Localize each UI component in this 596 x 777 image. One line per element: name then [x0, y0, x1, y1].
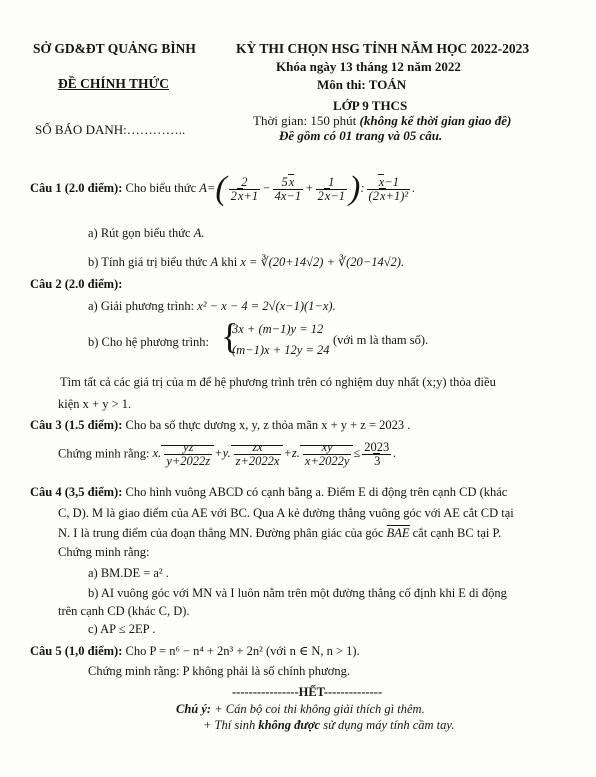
pages-note: Đề gồm có 01 trang và 05 câu.	[279, 128, 443, 143]
question-4b-1: b) AI vuông góc với MN và I luôn nằm trên một đường thẳng cố định khi E di động	[88, 586, 507, 600]
inequality-rhs: 2023	[364, 440, 390, 454]
question-1b-mid: khi	[221, 255, 238, 269]
question-3-label: Câu 3 (1.5 điểm):	[30, 418, 123, 432]
angle-bae: BAE	[386, 526, 410, 540]
question-2-find-2: kiện x + y > 1.	[58, 397, 132, 411]
question-2a	[88, 299, 336, 314]
question-2-find-1: Tìm tất cả các giá trị của m để hệ phương trình trên có nghiệm duy nhất (x;y) thỏa điều	[60, 375, 496, 389]
time-label: Thời gian: 150 phút	[253, 113, 357, 128]
question-3-intro	[30, 418, 410, 433]
question-4-line-3	[58, 526, 501, 541]
question-4-line-2: C, D). M là giao điểm của AE với BC. Qua A kẻ đường thẳng vuông góc với AE cắt CD tại	[58, 506, 514, 520]
question-4-text-3-end: cắt cạnh BC tại P.	[412, 526, 502, 540]
question-4-prove: Chứng minh rằng:	[58, 545, 150, 559]
question-1b-expr: x = ∛(20+14√2) + ∛(20−14√2).	[240, 255, 405, 269]
question-1a-text: a) Rút gọn biểu thức	[88, 226, 191, 240]
footer-note-2b: không được	[258, 718, 321, 732]
question-5-intro	[30, 643, 360, 659]
end-marker: ----------------HẾT--------------	[232, 685, 383, 699]
department-name: SỞ GD&ĐT QUẢNG BÌNH	[33, 41, 196, 56]
question-1-label: Câu 1 (2.0 điểm):	[30, 180, 123, 195]
system-brace: {	[221, 316, 239, 356]
question-2a-expr: x² − x − 4 = 2√(x−1)(1−x).	[197, 299, 336, 313]
footer-note-2c: sử dụng máy tính cầm tay.	[320, 718, 455, 732]
question-1a	[88, 226, 204, 241]
question-4-text-3: N. I là trung điểm của đoạn thẳng MN. Đường phân giác của góc	[58, 526, 384, 540]
question-4-label: Câu 4 (3,5 điểm):	[30, 485, 123, 499]
exam-grade: LỚP 9 THCS	[333, 98, 408, 113]
question-5-prove: Chứng minh rằng: P không phải là số chính phương.	[88, 664, 351, 678]
system-eq-2: (m−1)x + 12y = 24	[232, 343, 330, 357]
inequality-formula: x. $\frac{yz}{y+2022z}$ +y. $\frac{zx}{z+2022x}$ +z. $\frac{xy}{x+2022y}$ ≤ $\frac{2023}{3}$ .	[152, 440, 397, 468]
question-5-label: Câu 5 (1,0 điểm):	[30, 644, 123, 658]
official-label: ĐỀ CHÍNH THỨC	[58, 76, 170, 91]
footer-note-1	[176, 702, 425, 717]
footer-note-2	[203, 718, 454, 733]
footer-note-2a: + Thí sinh	[203, 718, 259, 732]
question-2b-text: b) Cho hệ phương trình:	[88, 335, 210, 349]
question-4a: a) BM.DE = a² .	[88, 566, 169, 580]
question-2a-text: a) Giải phương trình:	[88, 299, 195, 313]
question-1-intro	[30, 172, 415, 206]
exam-title: KỲ THI CHỌN HSG TỈNH NĂM HỌC 2022-2023	[236, 41, 530, 56]
question-1b: b) Tính giá trị biểu thức A khi x = ∛(20+14√2) + ∛(20−14√2).	[88, 255, 405, 269]
system-eq-1: 3x + (m−1)y = 12	[232, 322, 324, 336]
question-3-prove: Chứng minh rằng:	[58, 446, 150, 461]
question-2-label: Câu 2 (2.0 điểm):	[30, 277, 123, 291]
question-4b-2: trên cạnh CD (khác C, D).	[58, 604, 190, 618]
candidate-number: SỐ BÁO DANH:…………..	[35, 122, 186, 137]
question-4c: c) AP ≤ 2EP .	[88, 622, 156, 636]
time-note: (không kể thời gian giao đề)	[359, 113, 512, 128]
footer-note-label: Chú ý:	[176, 702, 212, 716]
exam-date: Khóa ngày 13 tháng 12 năm 2022	[276, 59, 461, 74]
question-5-text: Cho P = n⁶ − n⁴ + 2n³ + 2n² (với n ∈ N, n > 1).	[125, 644, 360, 658]
question-4-text-1: Cho hình vuông ABCD có cạnh bằng a. Điểm E di động trên cạnh CD (khác	[125, 485, 508, 499]
question-1b-text: b) Tính giá trị biểu thức	[88, 255, 208, 269]
footer-note-text-1: + Cán bộ coi thi không giải thích gì thêm.	[214, 702, 425, 716]
exam-time	[253, 113, 511, 129]
formula-A: A=( $\frac{2}{2x+1}$ − $\frac{5x}{4x-1}$ + $\frac{1}{2x-1}$ ): $\frac{x-1}{\text{(2x+1)²}}$ .	[199, 170, 416, 207]
exam-subject: Môn thi: TOÁN	[317, 77, 407, 92]
question-2b-note: (với m là tham số).	[333, 333, 429, 347]
question-1-text: Cho biểu thức	[125, 180, 197, 195]
question-3-text: Cho ba số thực dương x, y, z thỏa mãn x + y + z = 2023 .	[125, 418, 411, 432]
question-1a-var: A.	[193, 226, 205, 240]
question-4-line-1	[30, 485, 507, 500]
question-3-inequality	[58, 441, 396, 468]
